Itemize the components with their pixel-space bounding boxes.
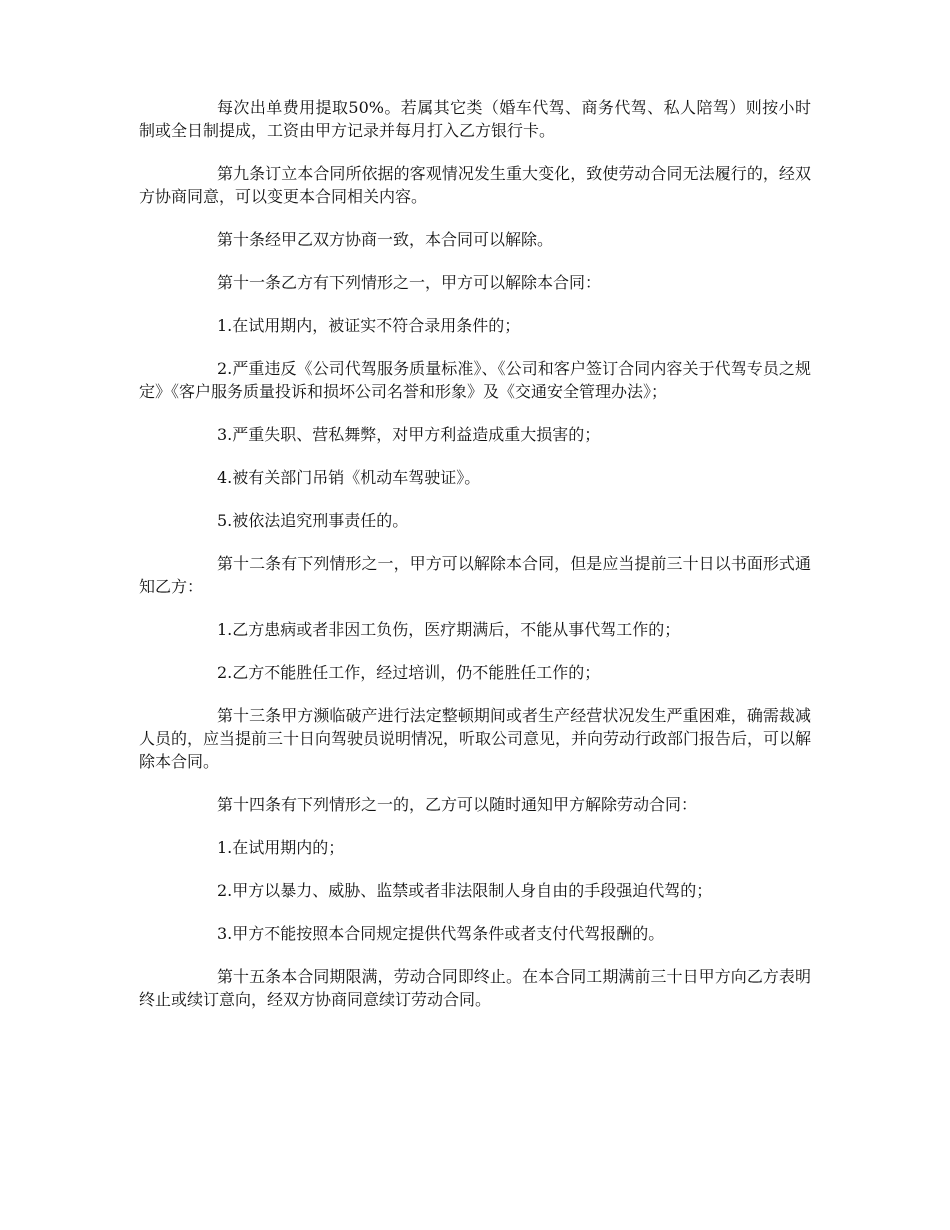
paragraph-article-13: 第十三条甲方濒临破产进行法定整顿期间或者生产经营状况发生严重困难，确需裁减人员的，应当提前三十日向驾驶员说明情况，听取公司意见，并向劳动行政部门报告后，可以解除本合同。 bbox=[139, 706, 812, 771]
list-item: 3.甲方不能按照本合同规定提供代驾条件或者支付代驾报酬的。 bbox=[217, 924, 665, 943]
paragraph-article-14: 第十四条有下列情形之一的，乙方可以随时通知甲方解除劳动合同： bbox=[217, 795, 698, 814]
list-item: 2.甲方以暴力、威胁、监禁或者非法限制人身自由的手段强迫代驾的； bbox=[217, 881, 713, 900]
paragraph-article-11: 第十一条乙方有下列情形之一，甲方可以解除本合同： bbox=[217, 273, 602, 292]
paragraph-wage-rule: 每次出单费用提取50%。若属其它类（婚车代驾、商务代驾、私人陪驾）则按小时制或全日制提成，工资由甲方记录并每月打入乙方银行卡。 bbox=[139, 98, 811, 140]
list-item: 5.被依法追究刑事责任的。 bbox=[217, 511, 409, 530]
document-body bbox=[139, 96, 811, 1031]
list-item: 3.严重失职、营私舞弊，对甲方利益造成重大损害的； bbox=[217, 425, 601, 444]
paragraph-article-10: 第十条经甲乙双方协商一致，本合同可以解除。 bbox=[217, 230, 554, 249]
paragraph-article-9: 第九条订立本合同所依据的客观情况发生重大变化，致使劳动合同无法履行的，经双方协商同意，可以变更本合同相关内容。 bbox=[139, 164, 811, 206]
list-item: 1.在试用期内，被证实不符合录用条件的； bbox=[217, 316, 521, 335]
list-item: 2.乙方不能胜任工作，经过培训，仍不能胜任工作的； bbox=[217, 663, 601, 682]
paragraph-article-12: 第十二条有下列情形之一，甲方可以解除本合同，但是应当提前三十日以书面形式通知乙方： bbox=[139, 554, 811, 596]
paragraph-article-15: 第十五条本合同期限满，劳动合同即终止。在本合同工期满前三十日甲方向乙方表明终止或续订意向，经双方协商同意续订劳动合同。 bbox=[139, 967, 811, 1009]
list-item: 2.严重违反《公司代驾服务质量标准》、《公司和客户签订合同内容关于代驾专员之规定》《客户服务质量投诉和损坏公司名誉和形象》及《交通安全管理办法》； bbox=[139, 359, 811, 401]
list-item: 1.乙方患病或者非因工负伤，医疗期满后，不能从事代驾工作的； bbox=[217, 620, 681, 639]
list-item: 4.被有关部门吊销《机动车驾驶证》。 bbox=[217, 468, 481, 487]
list-item: 1.在试用期内的； bbox=[217, 838, 345, 857]
